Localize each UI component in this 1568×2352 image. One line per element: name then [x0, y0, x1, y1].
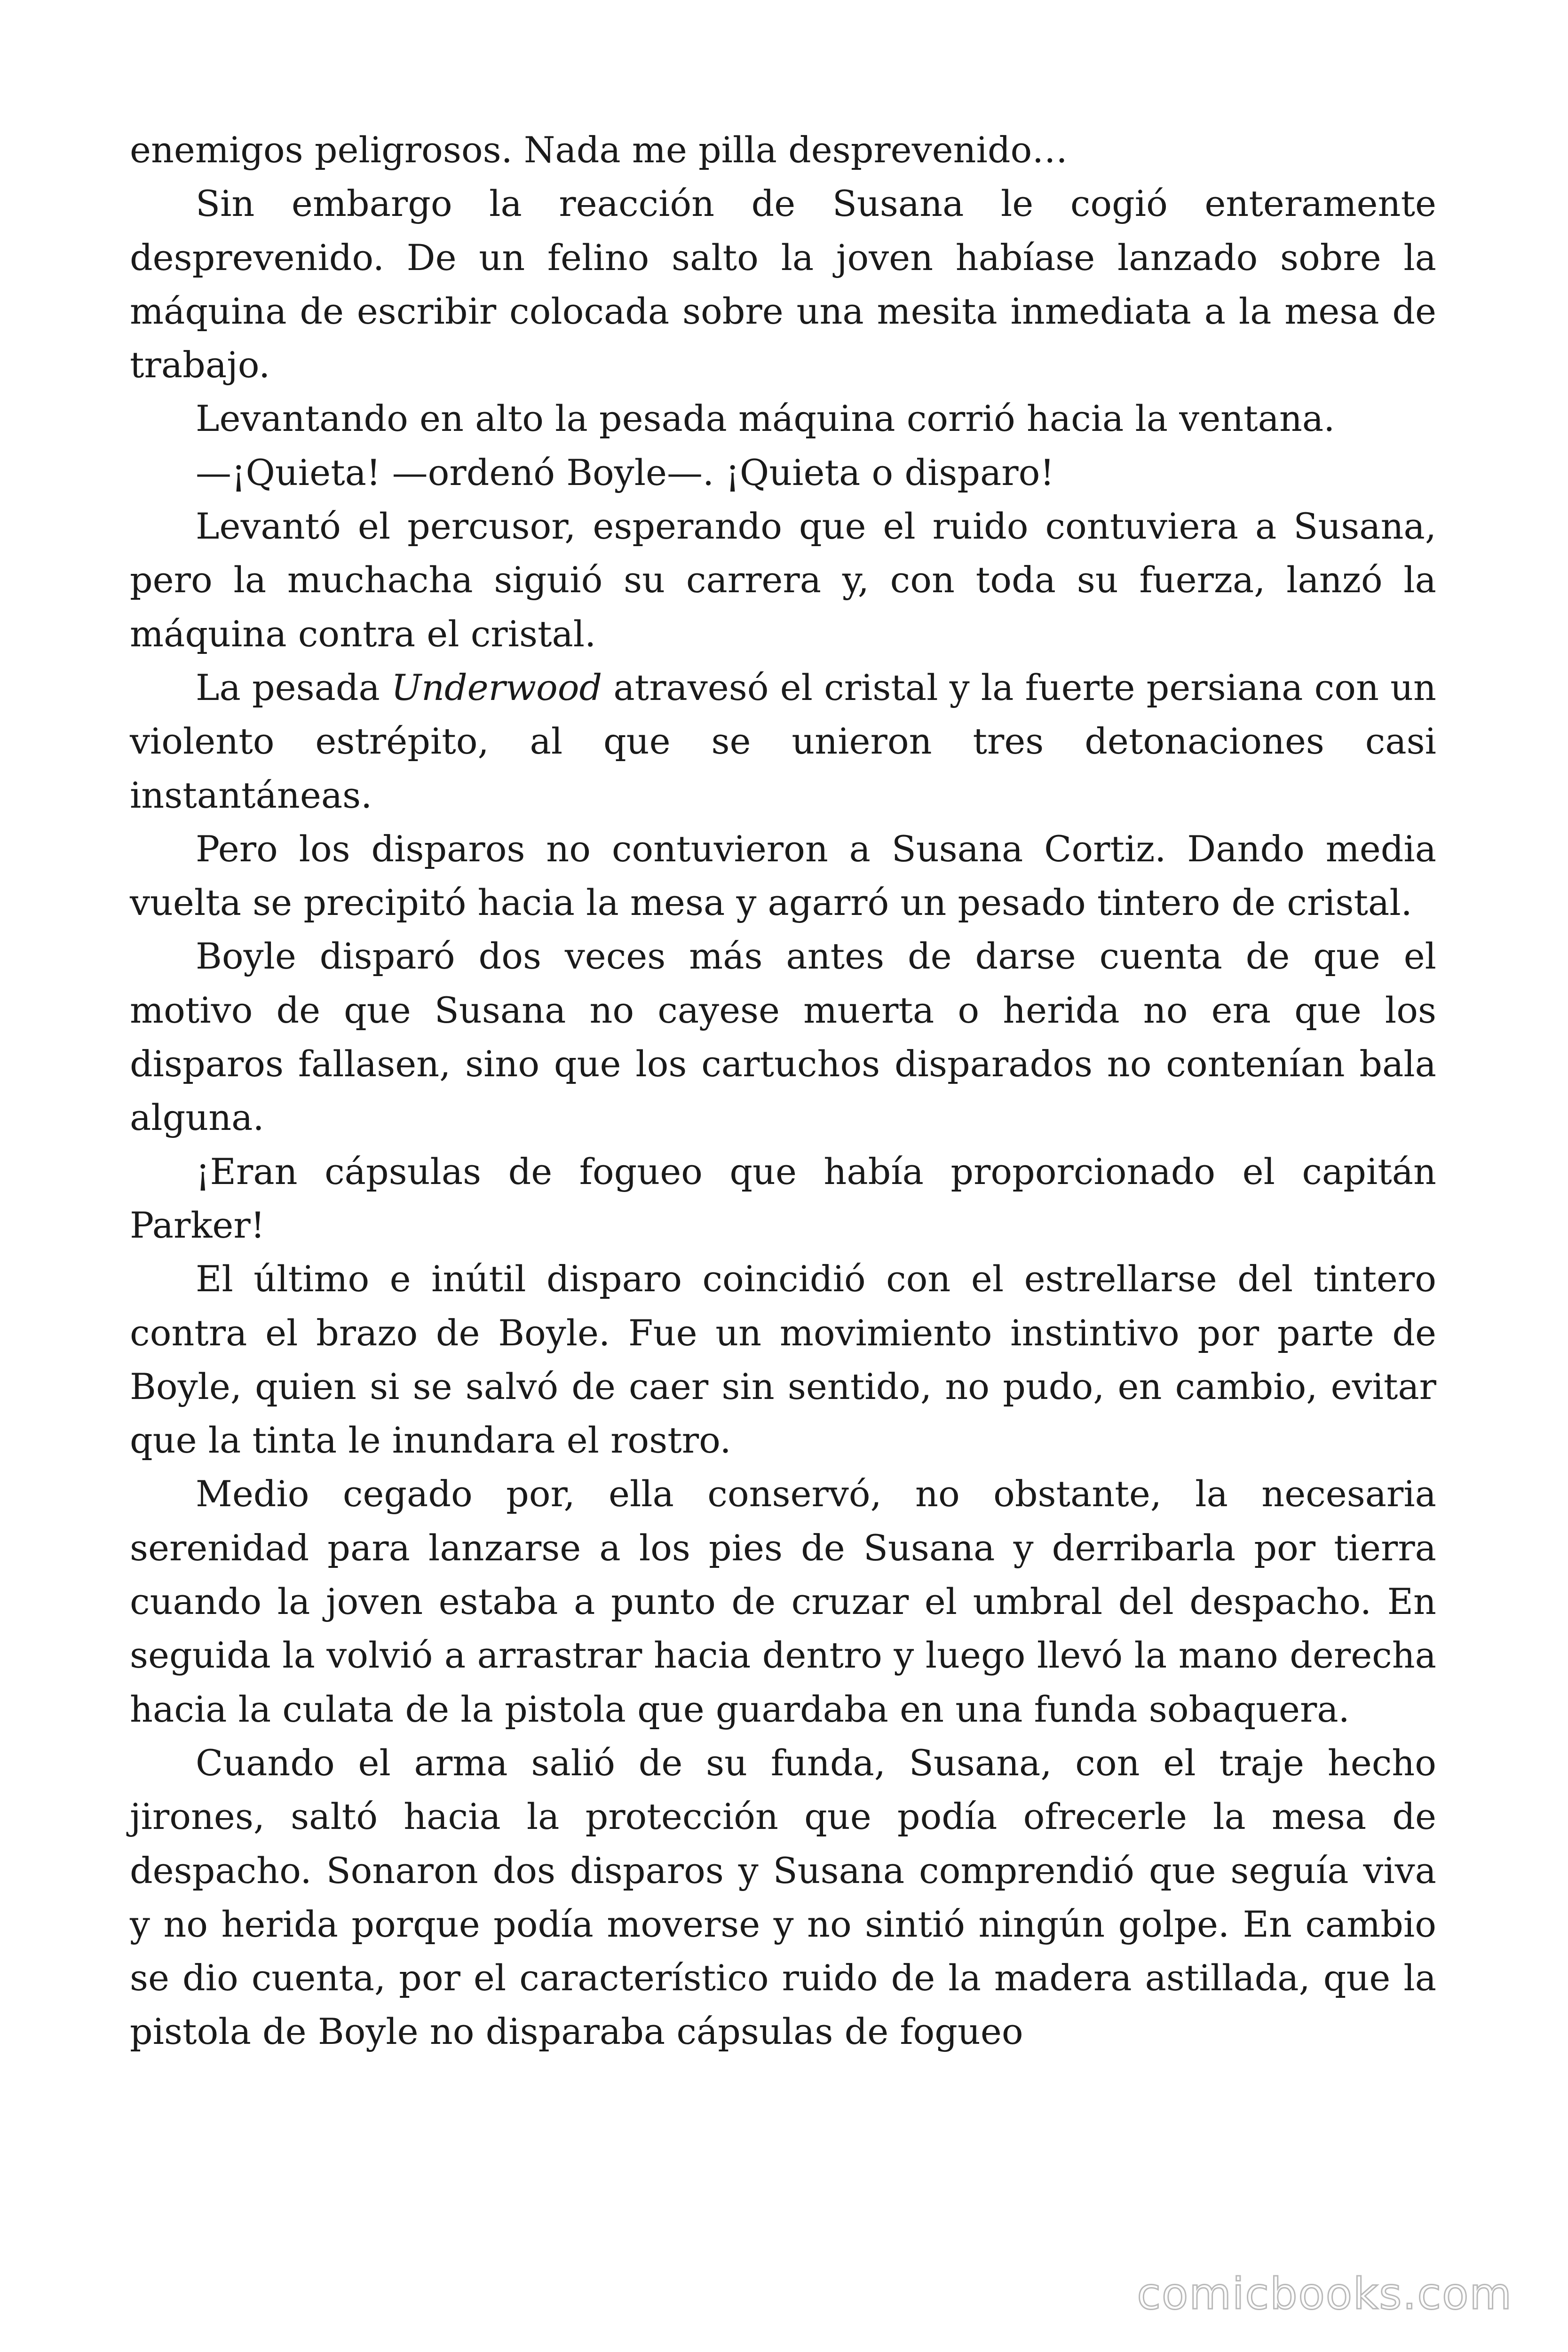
paragraph-3: Levantando en alto la pesada máquina corrió hacia la ventana.: [196, 397, 1335, 440]
paragraph-2: Sin embargo la reacción de Susana le cogió enteramente desprevenido. De un felino salto la joven habíase lanzado sobre la máquina de escribir colocada sobre una mesita inmediata a la mesa de trabajo.: [130, 183, 1436, 386]
paragraph-5: Levantó el percusor, esperando que el ruido contuviera a Susana, pero la muchacha siguió su carrera y, con toda su fuerza, lanzó la máquina contra el cristal.: [130, 505, 1436, 655]
paragraph-6: [130, 661, 1436, 822]
paragraph-8: Boyle disparó dos veces más antes de darse cuenta de que el motivo de que Susana no cayese muerta o herida no era que los disparos fallasen, sino que los cartuchos disparados no contenían bala alguna.: [130, 935, 1436, 1139]
paragraph-12: Cuando el arma salió de su funda, Susana, con el traje hecho jirones, saltó hacia la protección que podía ofrecerle la mesa de despacho. Sonaron dos disparos y Susana comprendió que seguía viva y no herida porque podía moverse y no sintió ningún golpe. En cambio se dio cuenta, por el característico ruido de la madera astillada, que la pistola de Boyle no disparaba cápsulas de fogueo: [130, 1741, 1436, 2053]
paragraph-6-italic: Underwood: [391, 666, 602, 708]
paragraph-7: Pero los disparos no contuvieron a Susana Cortiz. Dando media vuelta se precipitó hacia la mesa y agarró un pesado tintero de cristal.: [130, 827, 1436, 924]
paragraph-10: El último e inútil disparo coincidió con el estrellarse del tintero contra el brazo de Boyle. Fue un movimiento instintivo por parte de Boyle, quien si se salvó de caer sin sentido, no pudo, en cambio, evitar que la tinta le inundara el rostro.: [130, 1258, 1436, 1462]
paragraph-1: enemigos peligrosos. Nada me pilla desprevenido…: [130, 129, 1068, 171]
paragraph-6-after: atravesó el cristal y la fuerte persiana con un violento estrépito, al que se unieron tres detonaciones casi instantáneas.: [130, 666, 1436, 816]
paragraph-6-before: La pesada: [196, 666, 392, 708]
watermark-logo: comicbooks.com: [1137, 2269, 1513, 2319]
paragraph-9: ¡Eran cápsulas de fogueo que había proporcionado el capitán Parker!: [130, 1150, 1436, 1246]
paragraph-11: Medio cegado por, ella conservó, no obstante, la necesaria serenidad para lanzarse a los pies de Susana y derribarla por tierra cuando la joven estaba a punto de cruzar el umbral del despacho. En seguida la volvió a arrastrar hacia dentro y luego llevó la mano derecha hacia la culata de la pistola que guardaba en una funda sobaquera.: [130, 1473, 1436, 1730]
book-page-body: [130, 123, 1436, 2059]
paragraph-4-dialogue: —¡Quieta! —ordenó Boyle—. ¡Quieta o disparo!: [196, 451, 1054, 493]
